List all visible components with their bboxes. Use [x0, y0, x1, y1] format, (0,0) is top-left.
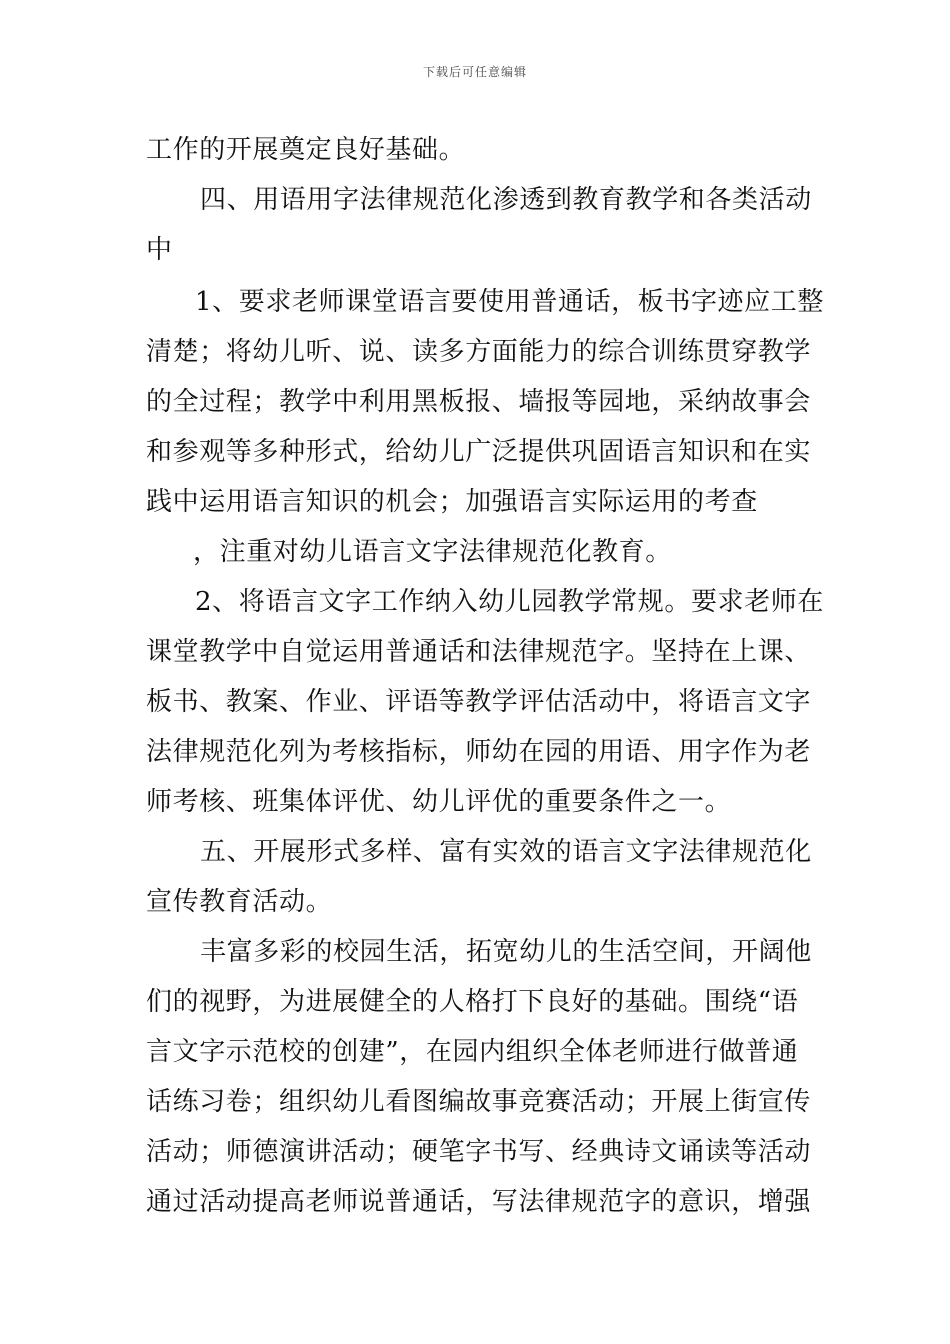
- text-line: 1、要求老师课堂语言要使用普通话，板书字迹应工整: [195, 287, 824, 317]
- text-line: 活动；师德演讲活动；硬笔字书写、经典诗文诵读等活动: [146, 1137, 812, 1167]
- text-line: 清楚；将幼儿听、说、读多方面能力的综合训练贯穿教学: [146, 337, 812, 367]
- page-header: 下载后可任意编辑: [422, 65, 527, 79]
- text-line: 通过活动提高老师说普通话，写法律规范字的意识，增强: [146, 1187, 812, 1217]
- text-line: 和参观等多种形式，给幼儿广泛提供巩固语言知识和在实: [146, 437, 812, 467]
- text-line: 话练习卷；组织幼儿看图编故事竞赛活动；开展上街宣传: [146, 1087, 812, 1117]
- section-heading: 宣传教育活动。: [146, 887, 333, 917]
- section-heading: 四、用语用字法律规范化渗透到教育教学和各类活动: [200, 185, 812, 215]
- section-heading: 五、开展形式多样、富有实效的语言文字法律规范化: [200, 837, 812, 867]
- text-line: 工作的开展奠定良好基础。: [146, 135, 466, 165]
- text-line: 言文字示范校的创建”，在园内组织全体老师进行做普通: [146, 1037, 799, 1067]
- section-heading: 中: [146, 235, 173, 265]
- text-line: 师考核、班集体评优、幼儿评优的重要条件之一。: [146, 787, 732, 817]
- text-line: 们的视野，为进展健全的人格打下良好的基础。围绕“语: [146, 987, 799, 1017]
- text-line: 践中运用语言知识的机会；加强语言实际运用的考查: [146, 487, 758, 517]
- text-line: 的全过程；教学中利用黑板报、墙报等园地，采纳故事会: [146, 387, 812, 417]
- text-line: 课堂教学中自觉运用普通话和法律规范字。坚持在上课、: [146, 637, 812, 667]
- text-line: 2、将语言文字工作纳入幼儿园教学常规。要求老师在: [195, 587, 824, 617]
- text-line: 丰富多彩的校园生活，拓宽幼儿的生活空间，开阔他: [200, 937, 812, 967]
- text-line: 板书、教案、作业、评语等教学评估活动中，将语言文字: [146, 687, 812, 717]
- text-line: 法律规范化列为考核指标，师幼在园的用语、用字作为老: [146, 737, 812, 767]
- text-line: ，注重对幼儿语言文字法律规范化教育。: [193, 537, 672, 567]
